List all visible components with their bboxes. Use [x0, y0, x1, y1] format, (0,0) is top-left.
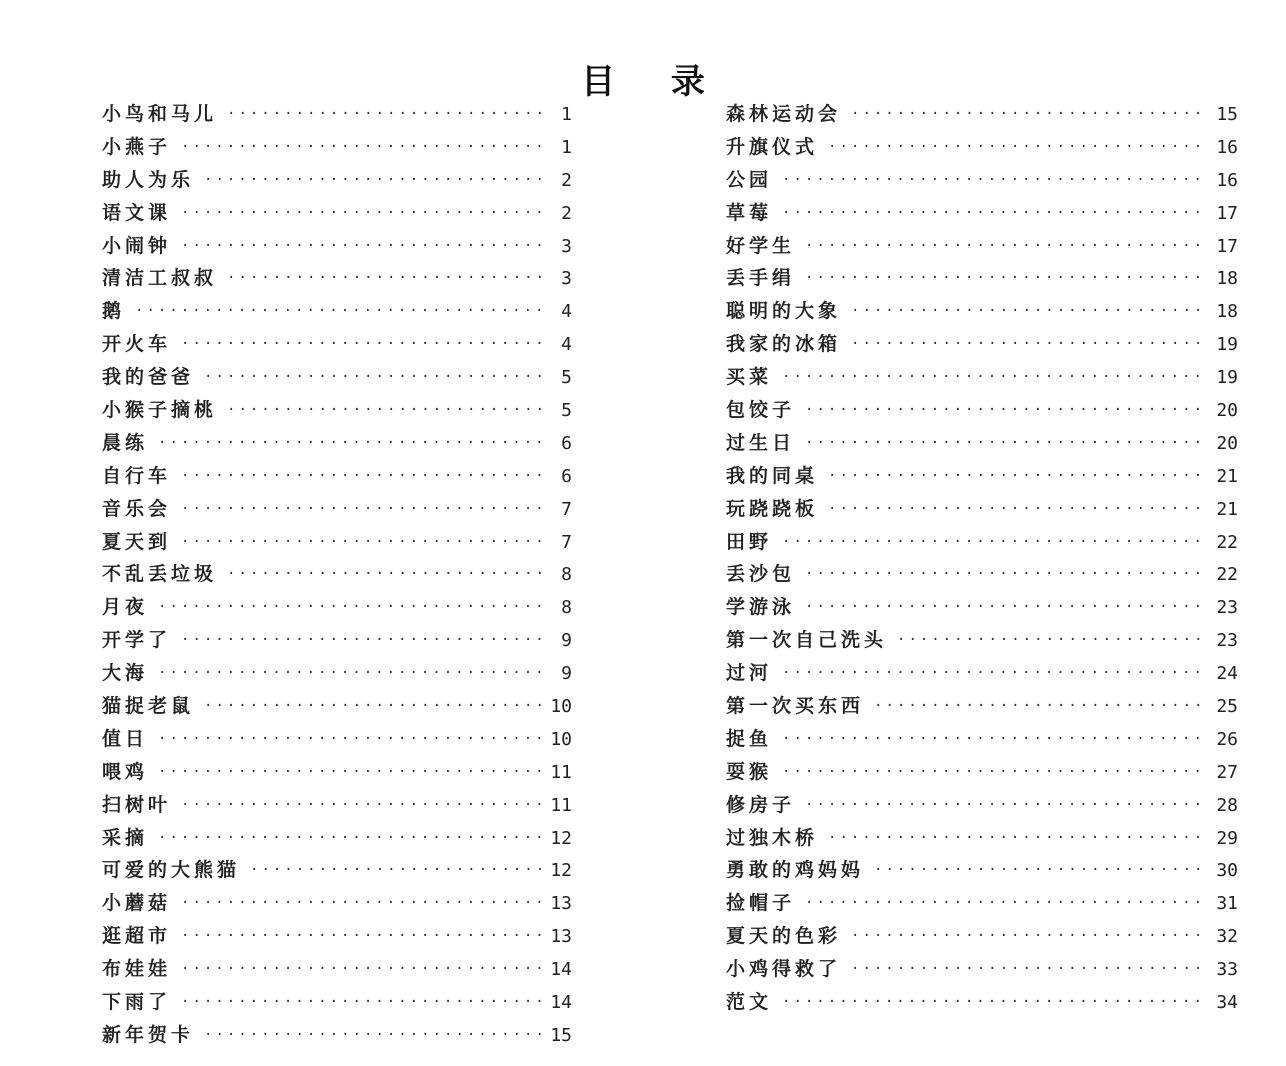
toc-entry-page-number: 13	[550, 893, 572, 915]
toc-dot-leader	[874, 698, 1200, 714]
toc-dot-leader	[181, 895, 542, 911]
toc-dot-leader	[805, 270, 1200, 286]
toc-entry-page-number: 4	[561, 334, 572, 356]
toc-entry[interactable]	[102, 658, 572, 691]
toc-dot-leader	[828, 501, 1200, 517]
toc-dot-leader	[851, 961, 1200, 977]
toc-entry-page-number: 1	[561, 104, 572, 125]
toc-entry-page-number: 16	[1216, 136, 1238, 158]
toc-entry-title: 小鸟和马儿	[102, 103, 218, 125]
toc-entry-page-number: 13	[550, 926, 572, 948]
toc-entry-page-number: 21	[1216, 498, 1238, 520]
toc-dot-leader	[782, 205, 1200, 221]
toc-entry[interactable]	[102, 263, 572, 296]
toc-dot-leader	[782, 665, 1200, 681]
toc-entry-title: 可爱的大熊猫	[102, 859, 241, 882]
toc-entry[interactable]	[726, 99, 1238, 132]
toc-dot-leader	[181, 534, 542, 550]
toc-entry-page-number: 28	[1216, 794, 1238, 816]
toc-entry-title: 清洁工叔叔	[102, 267, 218, 290]
toc-entry-page-number: 20	[1216, 432, 1238, 454]
toc-entry-title: 晨练	[102, 431, 149, 454]
toc-entry-page-number: 10	[550, 696, 572, 718]
toc-entry-page-number: 22	[1216, 531, 1238, 553]
toc-dot-leader	[181, 139, 542, 155]
toc-entry-title: 范文	[726, 991, 773, 1014]
toc-entry-title: 音乐会	[102, 497, 172, 520]
toc-entry-page-number: 20	[1216, 400, 1238, 422]
toc-entry-page-number: 22	[1216, 564, 1238, 586]
toc-entry-page-number: 34	[1216, 992, 1238, 1014]
page-title: 目 录	[581, 62, 727, 102]
toc-entry-title: 丢手绢	[726, 267, 796, 290]
toc-entry-page-number: 12	[550, 860, 572, 882]
toc-entry-title: 捡帽子	[726, 892, 796, 915]
toc-entry-page-number: 23	[1216, 630, 1238, 652]
toc-entry[interactable]	[726, 954, 1238, 987]
toc-dot-leader	[851, 106, 1200, 122]
toc-dot-leader	[782, 764, 1200, 780]
toc-dot-leader	[181, 468, 542, 484]
toc-entry-page-number: 15	[1216, 104, 1238, 125]
toc-entry[interactable]	[726, 625, 1238, 658]
toc-entry[interactable]	[102, 198, 572, 231]
toc-entry-page-number: 19	[1216, 367, 1238, 389]
toc-dot-leader	[805, 566, 1200, 582]
toc-entry[interactable]	[102, 494, 572, 527]
toc-entry-page-number: 18	[1216, 301, 1238, 323]
toc-dot-leader	[204, 172, 542, 188]
toc-entry-page-number: 18	[1216, 268, 1238, 290]
toc-entry-page-number: 6	[561, 465, 572, 487]
toc-entry-page-number: 4	[561, 301, 572, 323]
toc-entry-title: 丢沙包	[726, 563, 796, 586]
toc-dot-leader	[158, 731, 542, 747]
toc-dot-leader	[805, 402, 1200, 418]
toc-entry-page-number: 9	[561, 663, 572, 685]
toc-dot-leader	[181, 928, 542, 944]
toc-entry[interactable]	[102, 855, 572, 888]
toc-entry-title: 开学了	[102, 629, 172, 652]
toc-entry[interactable]	[102, 987, 572, 1020]
toc-entry-title: 包饺子	[726, 399, 796, 422]
toc-entry[interactable]	[726, 691, 1238, 724]
toc-entry[interactable]	[726, 888, 1238, 921]
toc-entry-title: 我的同桌	[726, 464, 819, 487]
toc-entry-page-number: 7	[561, 498, 572, 520]
toc-entry[interactable]	[102, 790, 572, 823]
toc-dot-leader	[135, 303, 542, 319]
toc-entry[interactable]	[102, 329, 572, 362]
toc-entry-title: 聪明的大象	[726, 300, 842, 323]
toc-entry[interactable]	[726, 823, 1238, 856]
toc-entry-title: 小鸡得救了	[726, 958, 842, 981]
toc-entry-page-number: 8	[561, 597, 572, 619]
toc-entry-title: 买菜	[726, 366, 773, 389]
toc-entry-title: 小蘑菇	[102, 892, 172, 915]
toc-entry-title: 布娃娃	[102, 958, 172, 981]
toc-dot-leader	[158, 599, 542, 615]
toc-entry-page-number: 5	[561, 400, 572, 422]
toc-entry[interactable]	[726, 198, 1238, 231]
toc-dot-leader	[181, 632, 542, 648]
toc-dot-leader	[828, 468, 1200, 484]
toc-entry-page-number: 11	[550, 761, 572, 783]
toc-entry[interactable]	[726, 527, 1238, 560]
toc-entry-page-number: 15	[550, 1024, 572, 1046]
toc-entry-page-number: 19	[1216, 334, 1238, 356]
toc-entry-title: 第一次买东西	[726, 695, 865, 718]
toc-entry-page-number: 29	[1216, 827, 1238, 849]
toc-dot-leader	[805, 599, 1200, 615]
toc-entry[interactable]	[726, 428, 1238, 461]
toc-entry-page-number: 17	[1216, 235, 1238, 257]
toc-dot-leader	[782, 172, 1200, 188]
toc-entry-title: 夏天到	[102, 530, 172, 553]
toc-entry-page-number: 33	[1216, 959, 1238, 981]
toc-dot-leader	[204, 698, 542, 714]
toc-column-left	[102, 99, 572, 1053]
toc-entry-page-number: 7	[561, 531, 572, 553]
toc-dot-leader	[897, 632, 1200, 648]
toc-entry[interactable]	[726, 790, 1238, 823]
toc-entry-page-number: 27	[1216, 761, 1238, 783]
toc-entry[interactable]	[726, 494, 1238, 527]
toc-entry-page-number: 23	[1216, 597, 1238, 619]
toc-entry[interactable]	[102, 527, 572, 560]
toc-entry[interactable]	[102, 99, 572, 132]
toc-entry[interactable]	[102, 724, 572, 757]
toc-entry-title: 过独木桥	[726, 826, 819, 849]
toc-entry-title: 学游泳	[726, 596, 796, 619]
toc-entry[interactable]	[726, 263, 1238, 296]
toc-entry-title: 小闹钟	[102, 234, 172, 257]
toc-entry-title: 过生日	[726, 431, 796, 454]
toc-entry-title: 修房子	[726, 793, 796, 816]
toc-entry-title: 过河	[726, 662, 773, 685]
toc-entry[interactable]	[726, 724, 1238, 757]
toc-entry[interactable]	[726, 362, 1238, 395]
toc-dot-leader	[782, 731, 1200, 747]
toc-entry-title: 猫捉老鼠	[102, 695, 195, 718]
toc-entry-title: 下雨了	[102, 991, 172, 1014]
toc-entry[interactable]	[726, 559, 1238, 592]
toc-dot-leader	[874, 862, 1200, 878]
toc-dot-leader	[227, 566, 542, 582]
toc-entry-title: 我家的冰箱	[726, 333, 842, 356]
toc-entry-page-number: 6	[561, 432, 572, 454]
toc-entry-title: 第一次自己洗头	[726, 629, 888, 652]
toc-entry-page-number: 17	[1216, 202, 1238, 224]
toc-entry[interactable]	[726, 395, 1238, 428]
toc-dot-leader	[805, 435, 1200, 451]
toc-dot-leader	[782, 369, 1200, 385]
toc-entry[interactable]	[726, 329, 1238, 362]
toc-entry-title: 大海	[102, 662, 149, 685]
toc-entry[interactable]	[102, 395, 572, 428]
toc-entry-page-number: 14	[550, 992, 572, 1014]
toc-entry-title: 耍猴	[726, 760, 773, 783]
toc-entry-page-number: 1	[561, 136, 572, 158]
toc-entry[interactable]	[726, 296, 1238, 329]
toc-entry[interactable]	[726, 461, 1238, 494]
toc-entry[interactable]	[102, 625, 572, 658]
toc-entry-title: 采摘	[102, 826, 149, 849]
toc-entry-title: 夏天的色彩	[726, 925, 842, 948]
toc-dot-leader	[181, 501, 542, 517]
toc-entry-title: 月夜	[102, 596, 149, 619]
toc-entry[interactable]	[102, 823, 572, 856]
toc-dot-leader	[828, 830, 1200, 846]
toc-entry[interactable]	[102, 592, 572, 625]
toc-entry-page-number: 24	[1216, 663, 1238, 685]
toc-entry-title: 捉鱼	[726, 727, 773, 750]
toc-dot-leader	[851, 336, 1200, 352]
toc-entry-page-number: 16	[1216, 169, 1238, 191]
toc-dot-leader	[181, 961, 542, 977]
toc-dot-leader	[204, 369, 542, 385]
toc-dot-leader	[181, 336, 542, 352]
toc-dot-leader	[227, 106, 542, 122]
toc-entry-page-number: 12	[550, 827, 572, 849]
toc-dot-leader	[181, 205, 542, 221]
toc-dot-leader	[227, 402, 542, 418]
toc-entry-page-number: 5	[561, 367, 572, 389]
toc-entry[interactable]	[102, 132, 572, 165]
toc-entry-page-number: 32	[1216, 926, 1238, 948]
toc-entry-title: 勇敢的鸡妈妈	[726, 859, 865, 882]
toc-dot-leader	[782, 994, 1200, 1010]
toc-entry[interactable]	[102, 296, 572, 329]
toc-entry-title: 公园	[726, 168, 773, 191]
toc-dot-leader	[828, 139, 1200, 155]
toc-entry-title: 语文课	[102, 201, 172, 224]
toc-entry[interactable]	[102, 165, 572, 198]
toc-entry-page-number: 2	[561, 202, 572, 224]
toc-entry[interactable]	[102, 921, 572, 954]
toc-entry[interactable]	[726, 658, 1238, 691]
toc-dot-leader	[158, 830, 542, 846]
toc-entry[interactable]	[726, 592, 1238, 625]
toc-entry-page-number: 2	[561, 169, 572, 191]
toc-entry-title: 扫树叶	[102, 793, 172, 816]
toc-dot-leader	[181, 994, 542, 1010]
toc-entry-title: 升旗仪式	[726, 135, 819, 158]
toc-dot-leader	[805, 895, 1200, 911]
toc-dot-leader	[158, 764, 542, 780]
toc-entry-title: 助人为乐	[102, 168, 195, 191]
toc-entry[interactable]	[102, 428, 572, 461]
toc-entry-title: 我的爸爸	[102, 366, 195, 389]
toc-entry[interactable]	[102, 757, 572, 790]
toc-entry-title: 小猴子摘桃	[102, 399, 218, 422]
toc-entry-page-number: 3	[561, 268, 572, 290]
toc-entry-title: 开火车	[102, 333, 172, 356]
toc-dot-leader	[782, 534, 1200, 550]
toc-entry-page-number: 11	[550, 794, 572, 816]
toc-entry-title: 森林运动会	[726, 103, 842, 125]
toc-dot-leader	[250, 862, 542, 878]
toc-entry[interactable]	[726, 231, 1238, 264]
toc-entry-title: 自行车	[102, 464, 172, 487]
toc-entry-page-number: 8	[561, 564, 572, 586]
toc-entry[interactable]	[726, 132, 1238, 165]
toc-entry-title: 草莓	[726, 201, 773, 224]
toc-dot-leader	[158, 435, 542, 451]
toc-entry-title: 值日	[102, 727, 149, 750]
toc-entry-page-number: 31	[1216, 893, 1238, 915]
toc-dot-leader	[204, 1027, 542, 1043]
toc-dot-leader	[181, 797, 542, 813]
toc-entry-page-number: 25	[1216, 696, 1238, 718]
toc-entry-title: 小燕子	[102, 135, 172, 158]
toc-entry-page-number: 3	[561, 235, 572, 257]
toc-entry[interactable]	[726, 165, 1238, 198]
toc-entry[interactable]	[726, 757, 1238, 790]
toc-entry[interactable]	[102, 888, 572, 921]
toc-dot-leader	[158, 665, 542, 681]
toc-entry-page-number: 14	[550, 959, 572, 981]
toc-entry-title: 新年贺卡	[102, 1023, 195, 1046]
toc-entry-title: 喂鸡	[102, 760, 149, 783]
toc-entry-title: 好学生	[726, 234, 796, 257]
toc-entry-title: 不乱丢垃圾	[102, 563, 218, 586]
toc-entry-page-number: 9	[561, 630, 572, 652]
toc-dot-leader	[851, 928, 1200, 944]
toc-entry[interactable]	[726, 855, 1238, 888]
toc-entry[interactable]	[102, 559, 572, 592]
toc-entry-title: 田野	[726, 530, 773, 553]
toc-entry[interactable]	[102, 954, 572, 987]
toc-entry-title: 鹅	[102, 300, 126, 323]
toc-dot-leader	[805, 238, 1200, 254]
toc-dot-leader	[227, 270, 542, 286]
toc-entry-title: 玩跷跷板	[726, 497, 819, 520]
toc-entry-page-number: 30	[1216, 860, 1238, 882]
toc-dot-leader	[805, 797, 1200, 813]
toc-entry[interactable]	[102, 362, 572, 395]
toc-entry[interactable]	[726, 921, 1238, 954]
toc-entry-page-number: 26	[1216, 728, 1238, 750]
toc-entry-page-number: 10	[550, 728, 572, 750]
toc-entry[interactable]	[102, 691, 572, 724]
toc-entry[interactable]	[102, 1020, 572, 1053]
toc-entry[interactable]	[726, 987, 1238, 1020]
toc-dot-leader	[181, 238, 542, 254]
toc-entry-title: 逛超市	[102, 925, 172, 948]
toc-entry[interactable]	[102, 461, 572, 494]
toc-entry-page-number: 21	[1216, 465, 1238, 487]
toc-column-right	[726, 99, 1238, 1020]
toc-entry[interactable]	[102, 231, 572, 264]
toc-dot-leader	[851, 303, 1200, 319]
